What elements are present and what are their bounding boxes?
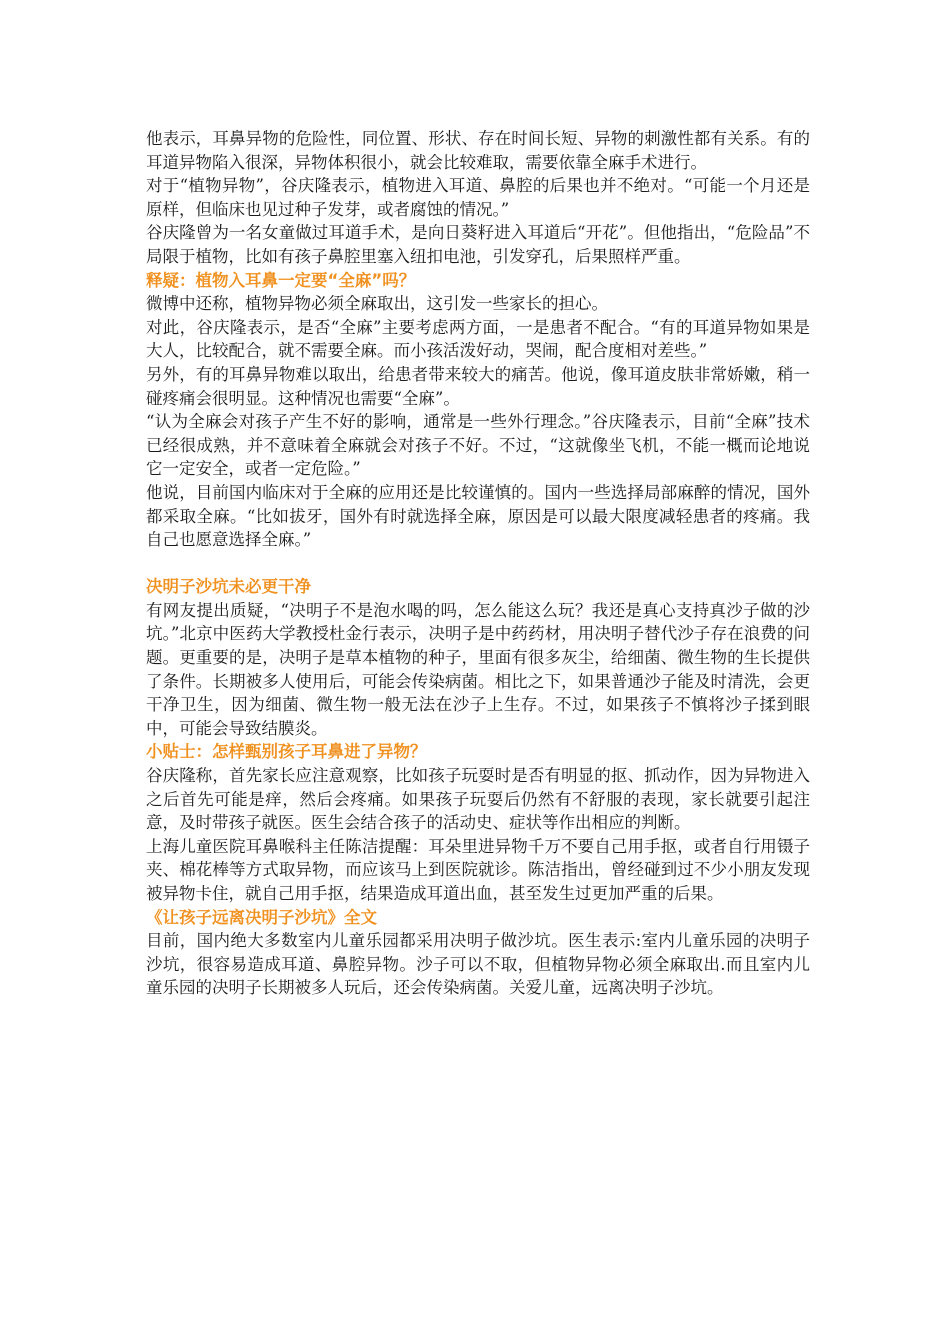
paragraph: 目前，国内绝大多数室内儿童乐园都采用决明子做沙坑。医生表示:室内儿童乐园的决明子沙坑，很容易造成耳道、鼻腔异物。沙子可以不取，但植物异物必须全麻取出.而且室内儿童乐园的决明子长期被多人玩后，还会传染病菌。关爱儿童，远离决明子沙坑。: [146, 931, 810, 998]
paragraph: “认为全麻会对孩子产生不好的影响，通常是一些外行理念。”谷庆隆表示，目前“全麻”技术已经很成熟，并不意味着全麻就会对孩子不好。不过，“这就像坐飞机，不能一概而论地说它一定安全，或者一定危险。”: [146, 412, 810, 479]
section-heading-fulltext: 《让孩子远离决明子沙坑》全文: [146, 907, 377, 927]
paragraph: 有网友提出质疑，“决明子不是泡水喝的吗，怎么能这么玩？我还是真心支持真沙子做的沙坑。”北京中医药大学教授杜金行表示，决明子是中药药材，用决明子替代沙子存在浪费的问题。更重要的是，决明子是草本植物的种子，里面有很多灰尘，给细菌、微生物的生长提供了条件。长期被多人使用后，可能会传染病菌。相比之下，如果普通沙子能及时清洗，会更干净卫生，因为细菌、微生物一般无法在沙子上生存。不过，如果孩子不慎将沙子揉到眼中，可能会导致结膜炎。: [146, 600, 810, 738]
section-heading-sandpit: 决明子沙坑未必更干净: [146, 577, 311, 597]
blank-line: [146, 552, 810, 576]
paragraph: 谷庆隆称，首先家长应注意观察，比如孩子玩耍时是否有明显的抠、抓动作，因为异物进入之后首先可能是痒，然后会疼痛。如果孩子玩耍后仍然有不舒服的表现，家长就要引起注意，及时带孩子就医。医生会结合孩子的活动史、症状等作出相应的判断。: [146, 766, 810, 833]
paragraph: 微博中还称，植物异物必须全麻取出，这引发一些家长的担心。: [146, 294, 608, 314]
section-heading-tips: 小贴士：怎样甄别孩子耳鼻进了异物？: [146, 742, 427, 762]
paragraph: 对于“植物异物”，谷庆隆表示，植物进入耳道、鼻腔的后果也并不绝对。“可能一个月还是原样，但临床也见过种子发芽，或者腐蚀的情况。”: [146, 176, 810, 219]
article-body: [146, 127, 810, 1000]
section-heading-anesthesia: 释疑：植物入耳鼻一定要“全麻”吗？: [146, 270, 416, 290]
paragraph: 上海儿童医院耳鼻喉科主任陈洁提醒：耳朵里进异物千万不要自己用手抠，或者自行用镊子夹、棉花棒等方式取异物，而应该马上到医院就诊。陈洁指出，曾经碰到过不少小朋友发现被异物卡住，就自己用手抠，结果造成耳道出血，甚至发生过更加严重的后果。: [146, 836, 810, 903]
paragraph: 他表示，耳鼻异物的危险性，同位置、形状、存在时间长短、异物的刺激性都有关系。有的耳道异物陷入很深，异物体积很小，就会比较难取，需要依靠全麻手术进行。: [146, 129, 810, 172]
paragraph: 他说，目前国内临床对于全麻的应用还是比较谨慎的。国内一些选择局部麻醉的情况，国外都采取全麻。“比如拔牙，国外有时就选择全麻，原因是可以最大限度减轻患者的疼痛。我自己也愿意选择全麻。”: [146, 482, 810, 550]
paragraph: 对此，谷庆隆表示，是否“全麻”主要考虑两方面，一是患者不配合。“有的耳道异物如果是大人，比较配合，就不需要全麻。而小孩活泼好动，哭闹，配合度相对差些。”: [146, 317, 810, 361]
paragraph: 另外，有的耳鼻异物难以取出，给患者带来较大的痛苦。他说，像耳道皮肤非常娇嫩，稍一碰疼痛会很明显。这种情况也需要“全麻”。: [146, 364, 810, 408]
paragraph: 谷庆隆曾为一名女童做过耳道手术，是向日葵籽进入耳道后“开花”。但他指出，“危险品”不局限于植物，比如有孩子鼻腔里塞入纽扣电池，引发穿孔，后果照样严重。: [146, 223, 810, 266]
